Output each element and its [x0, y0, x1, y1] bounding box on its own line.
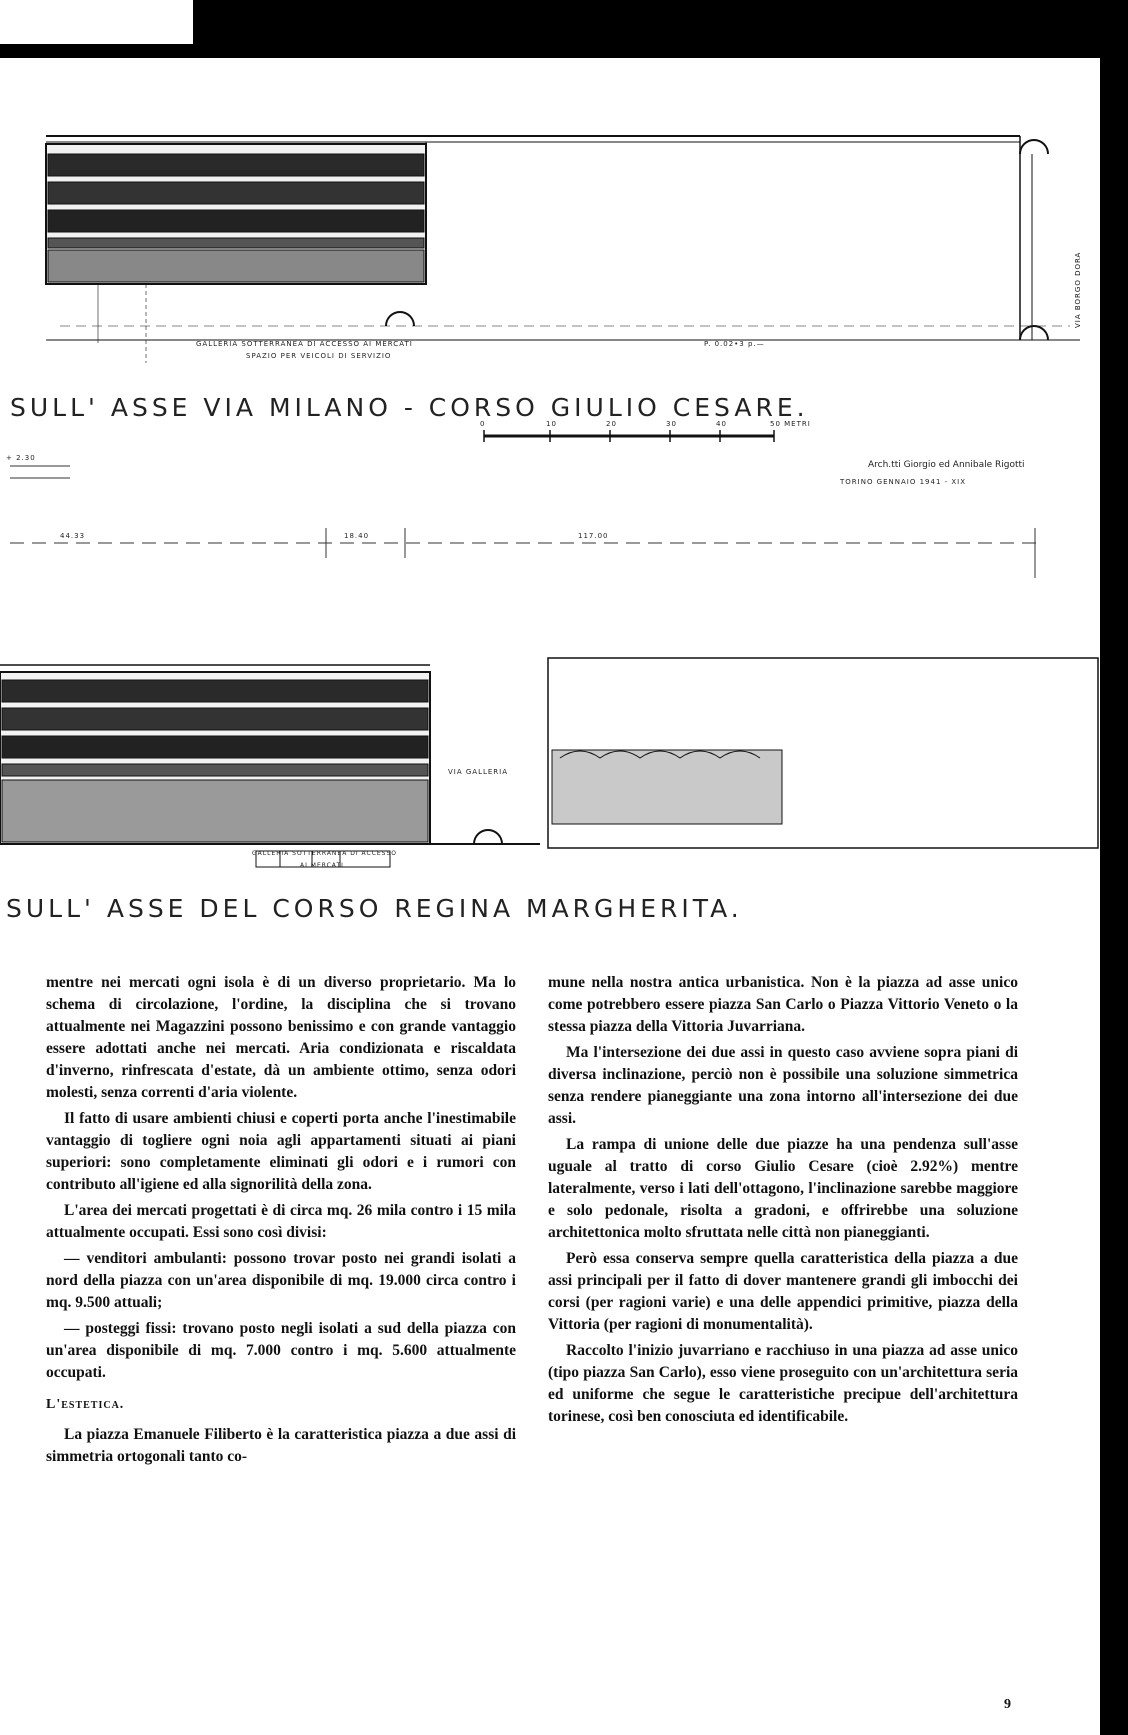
paragraph: mentre nei mercati ogni isola è di un diverso proprietario. Ma lo schema di circolazione, l'ordine, la disciplina che si trovano attualmente nei Magazzini possono benissimo e con grande vantaggio essere adottati anche nei mercati. Aria condizionata e riscaldata d'inverno, rinfrescata d'estate, dà un ambiente ottimo, senza odori molesti, senza correnti d'aria violente. [46, 974, 516, 1101]
paragraph: — posteggi fissi: trovano posto negli isolati a sud della piazza con un'area disponibile di mq. 7.000 contro i mq. 5.600 attualmente occupati. [46, 1320, 516, 1381]
paragraph: Il fatto di usare ambienti chiusi e coperti porta anche l'inestimabile vantaggio di togliere ogni noia agli appartamenti situati ai piani superiori: sono completamente eliminati gli odori e i rumori con contributo all'igiene ed alla signorilità della zona. [46, 1110, 516, 1193]
scale-label-40: 40 [716, 420, 727, 428]
quota-label: P. 0.02•3 p.— [704, 340, 765, 348]
left-text-column [46, 972, 516, 1472]
top-section-title: SULL' ASSE VIA MILANO - CORSO GIULIO CESARE. [10, 393, 809, 422]
bottom-elevation-building [0, 658, 1098, 867]
paragraph: Raccolto l'inizio juvarriano e racchiuso in una piazza ad asse unico (tipo piazza San Carlo), esso viene proseguito con un'architettura seria ed uniforme che segue le caratteristiche precipue dell'architettura torinese, così ben conosciuta ed identificabile. [548, 1342, 1018, 1425]
dimension-label-2: 18.40 [344, 532, 370, 540]
scale-label-20: 20 [606, 420, 617, 428]
dimension-label-3: 117.00 [578, 532, 609, 540]
paragraph: mune nella nostra antica urbanistica. Non è la piazza ad asse unico come potrebbero essere piazza San Carlo o Piazza Vittorio Veneto o la stessa piazza della Vittoria Juvarriana. [548, 974, 1018, 1035]
top-elevation-building [46, 136, 1080, 363]
date-line: TORINO GENNAIO 1941 - XIX [840, 478, 967, 486]
author-line: Arch.tti Giorgio ed Annibale Rigotti [868, 460, 1025, 470]
bottom-gallery-label: GALLERIA SOTTERRANEA DI ACCESSO [252, 850, 398, 857]
bottom-street-label: VIA GALLERIA [448, 768, 509, 776]
top-gallery-sublabel: SPAZIO PER VEICOLI DI SERVIZIO [246, 352, 392, 360]
scan-top-notch [0, 0, 193, 44]
street-name-vertical: VIA BORGO DORA [1074, 251, 1082, 328]
scale-bar [484, 430, 774, 442]
dimension-label-1: 44.33 [60, 532, 86, 540]
paragraph: La rampa di unione delle due piazze ha una pendenza sull'asse uguale al tratto di corso Giulio Cesare (cioè 2.92%) mentre lateralmente, verso i lati dell'ottagono, l'inclinazione sarebbe maggiore e solo pedonale, risolta a gradoni, e offrirebbe una soluzione architettonica molto sfruttata nelle città non pianeggianti. [548, 1136, 1018, 1241]
elevation-svg [0, 58, 1100, 938]
left-level-mark: + 2.30 [6, 454, 36, 462]
scale-label-10: 10 [546, 420, 557, 428]
paragraph: L'area dei mercati progettati è di circa mq. 26 mila contro i 15 mila attualmente occupati. Essi sono così divisi: [46, 1202, 516, 1241]
paragraph: Però essa conserva sempre quella caratteristica della piazza a due assi principali per il fatto di dover mantenere grandi gli imbocchi dei corsi (per ragioni varie) e una delle appendici primitive, piazza della Vittoria (per ragioni di monumentalità). [548, 1250, 1018, 1333]
paragraph: — venditori ambulanti: possono trovar posto nei grandi isolati a nord della piazza con un'area disponibile di mq. 19.000 circa contro i mq. 9.500 attuali; [46, 1250, 516, 1311]
page-number: 9 [1004, 1697, 1011, 1712]
scale-label-50: 50 METRI [770, 420, 811, 428]
bottom-gallery-sublabel: AI MERCATI [300, 862, 344, 869]
section-heading: L'estetica. [46, 1397, 125, 1412]
paragraph: La piazza Emanuele Filiberto è la caratteristica piazza a due assi di simmetria ortogonali tanto co- [46, 1426, 516, 1465]
scale-label-30: 30 [666, 420, 677, 428]
right-text-column [548, 972, 1018, 1432]
top-gallery-label: GALLERIA SOTTERRANEA DI ACCESSO AI MERCATI [196, 340, 413, 348]
bottom-section-title: SULL' ASSE DEL CORSO REGINA MARGHERITA. [6, 894, 743, 923]
scale-label-0: 0 [480, 420, 486, 428]
paragraph: Ma l'intersezione dei due assi in questo caso avviene sopra piani di diversa inclinazione, perciò non è possibile una soluzione simmetrica senza rendere pianeggiante una zona intorno all'intersezione dei due assi. [548, 1044, 1018, 1127]
architectural-drawing [0, 58, 1100, 938]
scan-right-border [1100, 58, 1128, 1735]
